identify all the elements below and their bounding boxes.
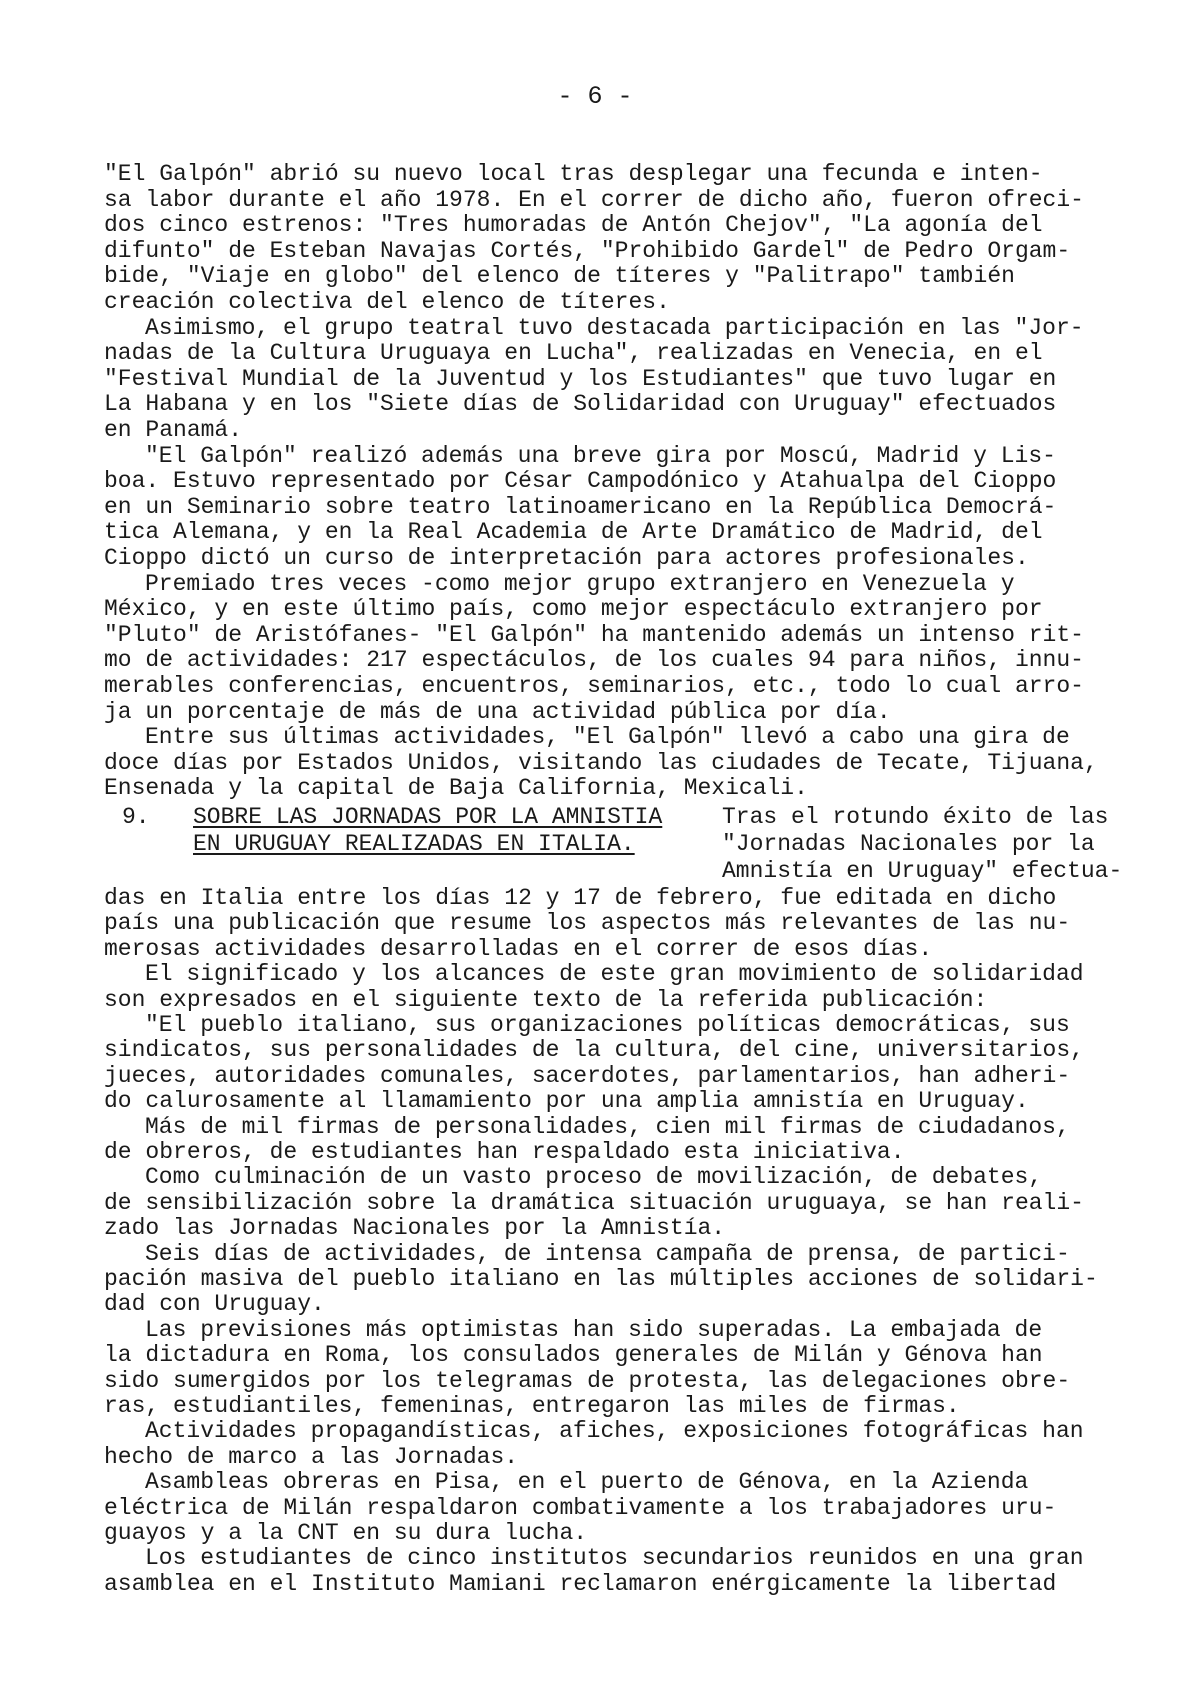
text-line: México, y en este último país, como mejor espectáculo extranjero por	[104, 596, 1043, 623]
text-line: Ensenada y la capital de Baja California, Mexicali.	[104, 775, 808, 802]
text-line: merosas actividades desarrolladas en el correr de esos días.	[104, 935, 933, 962]
text-line: Seis días de actividades, de intensa campaña de prensa, de partici-	[145, 1240, 1070, 1267]
text-line: Como culminación de un vasto proceso de movilización, de debates,	[145, 1164, 1043, 1191]
text-line: "Pluto" de Aristófanes- "El Galpón" ha mantenido además un intenso rit-	[104, 621, 1084, 648]
text-line: Asambleas obreras en Pisa, en el puerto de Génova, en la Azienda	[145, 1469, 1029, 1496]
text-line: difunto" de Esteban Navajas Cortés, "Prohibido Gardel" de Pedro Orgam-	[104, 237, 1071, 264]
text-line: la dictadura en Roma, los consulados generales de Milán y Génova han	[104, 1342, 1043, 1369]
text-line: asamblea en el Instituto Mamiani reclamaron enérgicamente la libertad	[104, 1570, 1057, 1597]
text-line: "El pueblo italiano, sus organizaciones políticas democráticas, sus	[145, 1012, 1070, 1038]
text-line: boa. Estuvo representado por César Campodónico y Atahualpa del Cioppo	[104, 468, 1057, 495]
text-line: La Habana y en los "Siete días de Solidaridad con Uruguay" efectuados	[104, 391, 1057, 418]
text-line: son expresados en el siguiente texto de la referida publicación:	[104, 986, 988, 1013]
text-line: eléctrica de Milán respaldaron combativamente a los trabajadores uru-	[104, 1494, 1057, 1521]
text-line: "Jornadas Nacionales por la	[722, 831, 1095, 857]
text-line: creación colectiva del elenco de títeres.	[104, 289, 670, 315]
text-line: de sensibilización sobre la dramática situación uruguaya, se han reali-	[104, 1189, 1084, 1216]
section-heading-line-2: EN URUGUAY REALIZADAS EN ITALIA.	[193, 831, 635, 857]
section-heading-line-1: SOBRE LAS JORNADAS POR LA AMNISTIA	[193, 804, 663, 830]
text-line: de obreros, de estudiantes han respaldado esta iniciativa.	[104, 1139, 905, 1165]
text-line: dos cinco estrenos: "Tres humoradas de Antón Chejov", "La agonía del	[104, 212, 1043, 239]
text-line: sa labor durante el año 1978. En el correr de dicho año, fueron ofreci-	[104, 186, 1084, 213]
text-line: zado las Jornadas Nacionales por la Amnistía.	[104, 1215, 726, 1242]
text-line: país una publicación que resume los aspectos más relevantes de las nu-	[104, 910, 1071, 937]
text-line: Premiado tres veces -como mejor grupo extranjero en Venezuela y	[145, 570, 1015, 597]
text-line: ras, estudiantiles, femeninas, entregaron las miles de firmas.	[104, 1393, 960, 1419]
text-line: Cioppo dictó un curso de interpretación para actores profesionales.	[104, 545, 1029, 571]
text-line: en un Seminario sobre teatro latinoamericano en la República Democrá-	[104, 493, 1057, 520]
text-line: Más de mil firmas de personalidades, cien mil firmas de ciudadanos,	[145, 1113, 1070, 1140]
text-line: das en Italia entre los días 12 y 17 de febrero, fue editada en dicho	[104, 885, 1057, 911]
text-line: Tras el rotundo éxito de las	[722, 804, 1109, 830]
text-line: Asimismo, el grupo teatral tuvo destacada participación en las "Jor-	[145, 314, 1084, 341]
text-line: bide, "Viaje en globo" del elenco de títeres y "Palitrapo" también	[104, 263, 1015, 290]
page-number: - 6 -	[557, 82, 633, 111]
text-line: tica Alemana, y en la Real Academia de Arte Dramático de Madrid, del	[104, 519, 1043, 546]
text-line: Entre sus últimas actividades, "El Galpón" llevó a cabo una gira de	[145, 724, 1070, 751]
text-line: en Panamá.	[104, 417, 243, 443]
text-line: "El Galpón" abrió su nuevo local tras desplegar una fecunda e inten-	[104, 161, 1043, 187]
text-line: Las previsiones más optimistas han sido superadas. La embajada de	[145, 1316, 1043, 1343]
text-line: guayos y a la CNT en su dura lucha.	[104, 1520, 588, 1546]
text-line: doce días por Estados Unidos, visitando las ciudades de Tecate, Tijuana,	[104, 749, 1098, 776]
text-line: El significado y los alcances de este gran movimiento de solidaridad	[145, 961, 1084, 988]
text-line: pación masiva del pueblo italiano en las múltiples acciones de solidari-	[104, 1266, 1098, 1292]
text-line: ja un porcentaje de más de una actividad pública por día.	[104, 698, 891, 725]
text-line: hecho de marco a las Jornadas.	[104, 1443, 519, 1470]
text-line: mo de actividades: 217 espectáculos, de los cuales 94 para niños, innu-	[104, 647, 1084, 674]
text-line: dad con Uruguay.	[104, 1291, 325, 1318]
text-line: "El Galpón" realizó además una breve gira por Moscú, Madrid y Lis-	[145, 442, 1056, 469]
text-line: Amnistía en Uruguay" efectua-	[722, 858, 1123, 884]
text-line: nadas de la Cultura Uruguaya en Lucha", realizadas en Venecia, en el	[104, 340, 1043, 367]
section-number: 9.	[122, 804, 150, 830]
text-line: Actividades propagandísticas, afiches, exposiciones fotográficas han	[145, 1418, 1084, 1445]
text-line: sindicatos, sus personalidades de la cultura, del cine, universitarios,	[104, 1037, 1084, 1064]
text-line: jueces, autoridades comunales, sacerdotes, parlamentarios, han adheri-	[104, 1062, 1071, 1089]
text-line: sido sumergidos por los telegramas de protesta, las delegaciones obre-	[104, 1367, 1071, 1394]
text-line: merables conferencias, encuentros, seminarios, etc., todo lo cual arro-	[104, 673, 1084, 699]
text-line: Los estudiantes de cinco institutos secundarios reunidos en una gran	[145, 1545, 1084, 1572]
text-line: do calurosamente al llamamiento por una amplia amnistía en Uruguay.	[104, 1088, 1029, 1115]
text-line: "Festival Mundial de la Juventud y los Estudiantes" que tuvo lugar en	[104, 365, 1057, 392]
